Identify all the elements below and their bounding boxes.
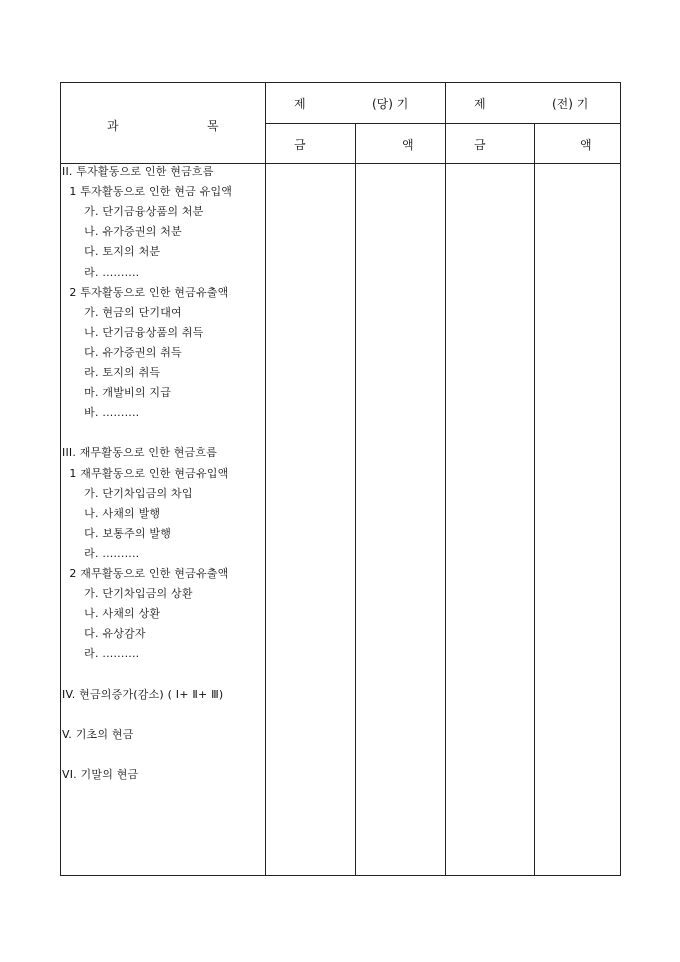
account-row: 1 재무활동으로 인한 현금유입액 [62, 466, 229, 480]
account-row: VI. 기말의 현금 [62, 768, 139, 781]
previous-amount-left: 금 [474, 138, 486, 152]
account-row: 가. 현금의 단기대여 [62, 305, 182, 319]
account-row: 나. 사채의 상환 [62, 607, 161, 621]
account-row: 라. 토지의 취득 [62, 366, 161, 379]
current-period-je: 제 [294, 97, 306, 111]
header-bottom-line [61, 163, 620, 164]
account-row: IV. 현금의증가(감소) ( Ⅰ+ Ⅱ+ Ⅲ) [62, 687, 224, 701]
subject-column-divider [265, 83, 266, 875]
account-row: 바. .......... [62, 406, 140, 420]
account-row: 나. 단기금융상품의 취득 [62, 325, 204, 339]
account-row: 라. .......... [62, 265, 140, 279]
account-row: 다. 유상감자 [62, 627, 146, 641]
account-row: 라. .......... [62, 546, 140, 560]
period-divider [445, 83, 446, 875]
account-row: II. 투자활동으로 인한 현금흐름 [62, 165, 214, 178]
account-row: 다. 유가증권의 취득 [62, 345, 182, 359]
previous-period-label: (전) 기 [552, 97, 589, 111]
cash-flow-table [60, 82, 621, 876]
account-row: 1 투자활동으로 인한 현금 유입액 [62, 185, 233, 199]
account-row: 2 재무활동으로 인한 현금유출액 [62, 567, 229, 580]
header-middle-line [265, 123, 620, 124]
account-row: 가. 단기차입금의 차입 [62, 486, 193, 500]
subject-header-left: 과 [107, 119, 119, 133]
account-row: III. 재무활동으로 인한 현금흐름 [62, 446, 218, 460]
account-row: 다. 토지의 처분 [62, 245, 161, 259]
account-row: 마. 개발비의 지급 [62, 386, 172, 400]
account-row: 나. 사채의 발행 [62, 506, 161, 520]
current-amount-right: 액 [402, 138, 414, 152]
current-amount-divider [355, 123, 356, 875]
previous-amount-right: 액 [580, 138, 592, 152]
previous-amount-divider [534, 123, 535, 875]
account-row: 라. .......... [62, 647, 140, 661]
account-row: 가. 단기금융상품의 처분 [62, 205, 204, 219]
previous-period-je: 제 [474, 97, 486, 111]
account-row: 가. 단기차입금의 상환 [62, 587, 193, 601]
current-period-label: (당) 기 [372, 97, 409, 111]
subject-header-right: 목 [207, 119, 219, 133]
account-row: 2 투자활동으로 인한 현금유출액 [62, 285, 229, 299]
account-row: V. 기초의 현금 [62, 727, 134, 741]
current-amount-left: 금 [294, 138, 306, 152]
account-row: 나. 유가증권의 처분 [62, 225, 182, 239]
account-row: 다. 보통주의 발행 [62, 526, 172, 540]
